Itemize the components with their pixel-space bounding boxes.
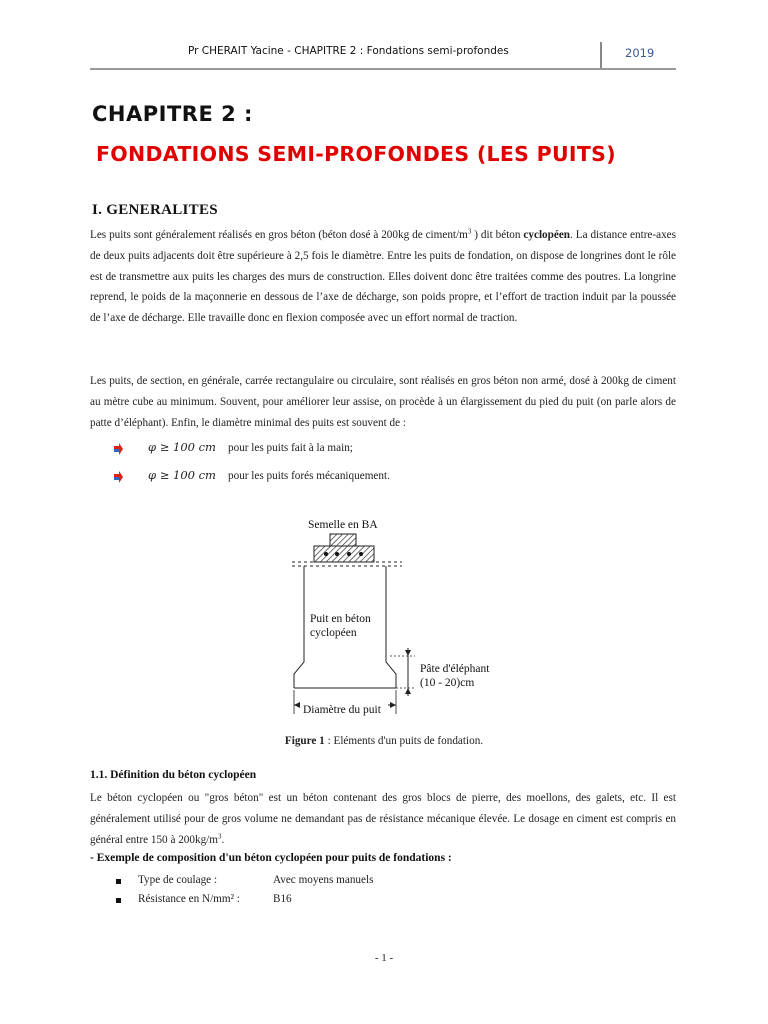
arrow-bullet-icon: [112, 470, 124, 484]
square-bullet-icon: [116, 898, 121, 903]
header-separator: [600, 42, 602, 68]
label-semelle: Semelle en BA: [308, 519, 378, 531]
page-number: - 1 -: [374, 952, 394, 964]
square-bullet-icon: [116, 879, 121, 884]
dim-arrow: [390, 702, 396, 708]
label-puit-1: Puit en béton: [310, 613, 371, 625]
rebar-dot: [324, 552, 328, 556]
paragraph-beton-cyclopeen: Le béton cyclopéen ou "gros béton" est un béton contenant des gros blocs de pierre, des moellons, des galets, etc. Il est généralement utilisé pour de gros volume ne demandant pas de résistance mécanique élevée. Le dosage en ciment est compris en général entre 150 à $200kg/m^3$.: [90, 792, 676, 846]
diameter-formula: φ ≥ 100 cm: [148, 468, 216, 482]
dim-arrow: [294, 702, 300, 708]
arrow-bullet-icon: [112, 442, 124, 456]
paragraph-generalites: Les puits sont généralement réalisés en gros béton (béton dosé à 200kg de ciment/$m^3$ ) dit béton cyclopéen. La distance entre-axes de deux puits adjacents doit être supérieure à 2,5 fois le diamètre. Entre les puits de fondation, on dispose de longrines dont le rôle est de transmettre aux puits les charges des murs de construction. Elles doivent donc être traitées comme des poutres. La longrine reprend, le poids de la maçonnerie en dessous de l’axe de décharge, son poids propre, et l’effort de traction induit par la poussée de l’axe de décharge. Elle travaille donc en flexion composée avec un effort normal de traction.: [90, 227, 677, 325]
page-header: [90, 40, 676, 70]
header-year: 2019: [625, 46, 655, 60]
label-puit-2: cyclopéen: [310, 627, 357, 639]
example-heading: - Exemple de composition d'un béton cyclopéen pour puits de fondations :: [90, 852, 452, 864]
shaft-left-edge: [294, 566, 304, 688]
bullet-text: pour les puits forés mécaniquement.: [228, 470, 390, 482]
dim-arrow: [405, 688, 411, 694]
header-title: Pr CHERAIT Yacine - CHAPITRE 2 : Fondations semi-profondes: [188, 45, 509, 57]
paragraph-section-types: Les puits, de section, en générale, carrée rectangulaire ou circulaire, sont réalisés en gros béton non armé, dosé à 200kg de ciment au mètre cube au minimum. Souvent, pour améliorer leur assise, on procède à un élargissement du pied du puit (on parle alors de patte d’éléphant). Enfin, le diamètre minimal des puits est souvent de :: [90, 375, 676, 429]
diameter-formula: φ ≥ 100 cm: [148, 440, 216, 454]
footing-ba: [314, 546, 374, 562]
column-stub: [330, 534, 356, 546]
bullet-text: pour les puits fait à la main;: [228, 442, 353, 454]
label-diametre: Diamètre du puit: [303, 704, 381, 716]
section-heading: I. GENERALITES: [92, 202, 218, 218]
chapter-subtitle: FONDATIONS SEMI-PROFONDES (LES PUITS): [96, 142, 616, 166]
shaft-right-edge: [386, 566, 396, 688]
well-foundation-diagram: [270, 510, 540, 725]
chapter-title: CHAPITRE 2 :: [92, 102, 253, 126]
rebar-dot: [359, 552, 363, 556]
figure-caption: Figure 1 : Eléments d'un puits de fondation.: [284, 735, 484, 747]
dim-arrow: [405, 650, 411, 656]
label-pate-1: Pâte d'éléphant: [420, 663, 490, 675]
label-pate-2: (10 - 20)cm: [420, 677, 475, 689]
subsection-heading: 1.1. Définition du béton cyclopéen: [90, 769, 257, 781]
rebar-dot: [335, 552, 339, 556]
rebar-dot: [347, 552, 351, 556]
